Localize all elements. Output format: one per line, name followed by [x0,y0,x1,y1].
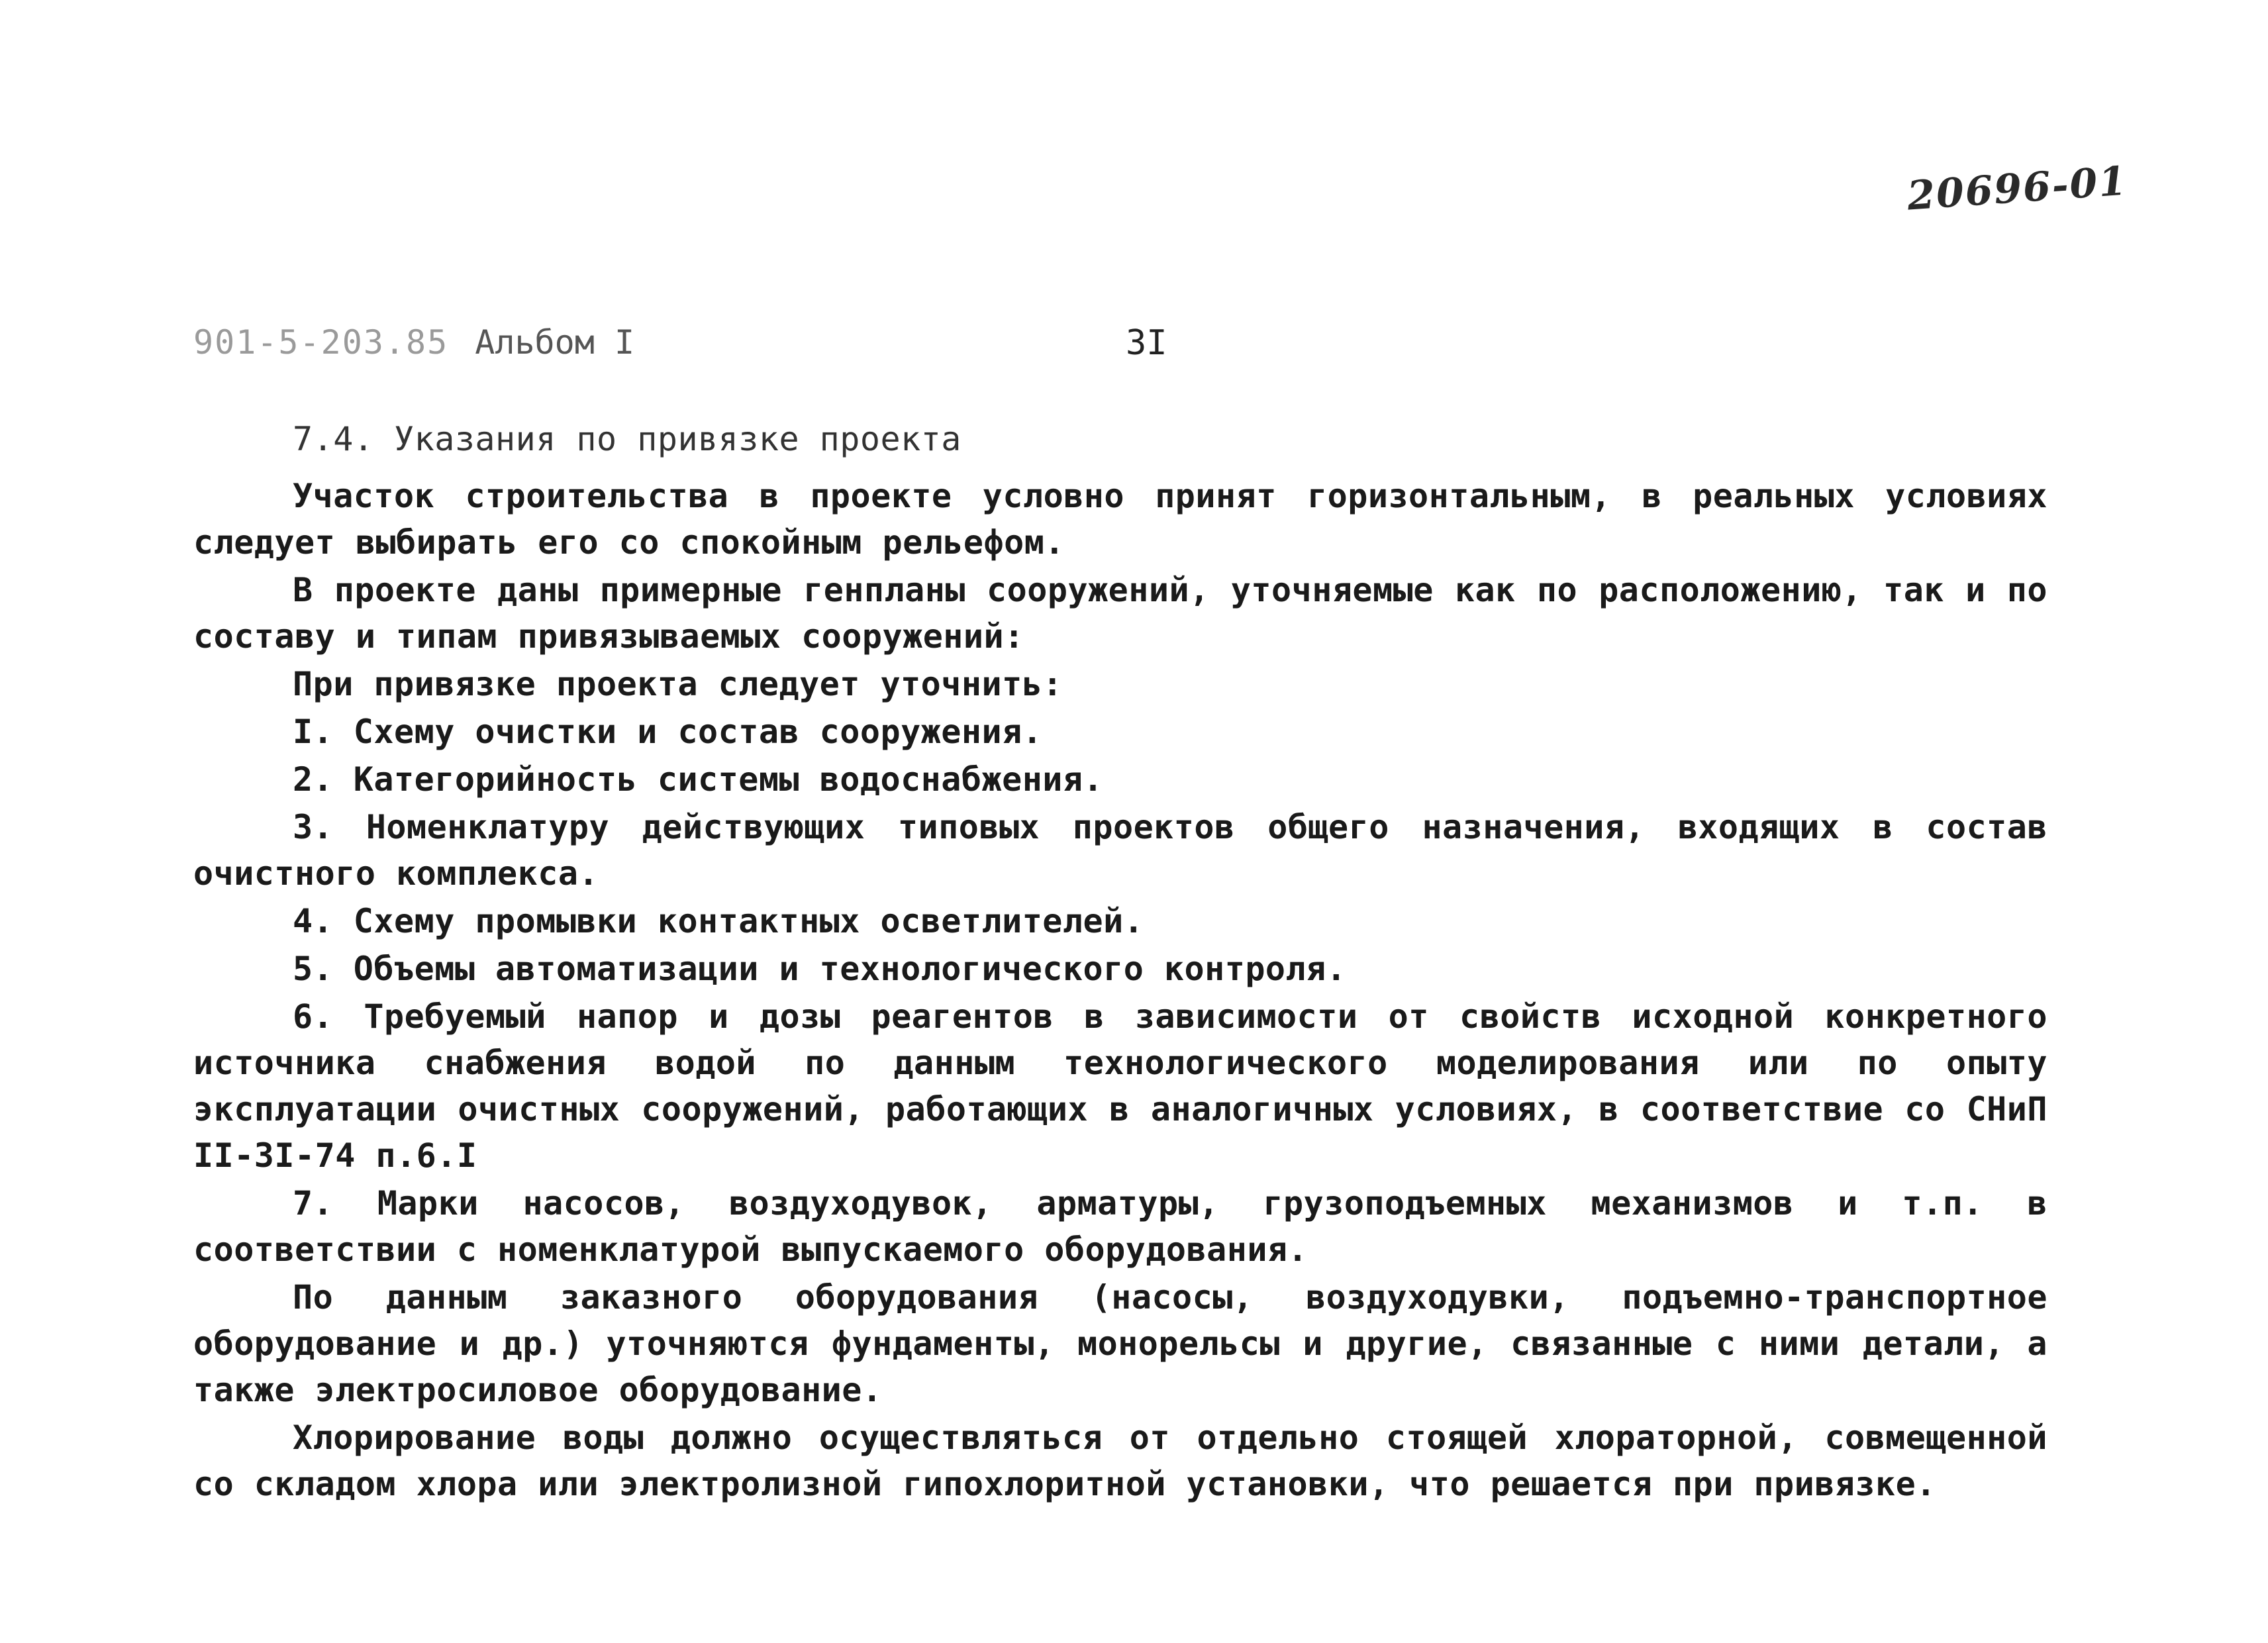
paragraph-clarify-intro: При привязке проекта следует уточнить: [293,665,1063,703]
document-body [193,416,2047,1509]
list-item: I. Схему очистки и состав сооружения. [293,713,1043,751]
list-item: 2. Категорийность системы водоснабжения. [293,760,1104,799]
document-code: 901-5-203.85 [193,323,449,362]
list-item: 3. Номенклатуру действующих типовых проектов общего назначения, входящих в состав очистного комплекса. [193,808,2047,893]
section-heading: 7.4. Указания по привязке проекта [293,420,961,458]
list-item: 4. Схему промывки контактных осветлителей. [293,902,1144,940]
paragraph-general-plans: В проекте даны примерные генпланы сооружений, уточняемые как по расположению, так и по составу и типам привязываемых сооружений: [193,571,2047,656]
list-item: 7. Марки насосов, воздуходувок, арматуры, грузоподъемных механизмов и т.п. в соответствии с номенклатурой выпускаемого оборудования. [193,1184,2047,1269]
album-label: Альбом I [475,323,635,362]
page-number: 3I [1126,323,1167,363]
handwritten-archive-number: 20696-01 [1905,158,2130,220]
list-item: 6. Требуемый напор и дозы реагентов в зависимости от свойств исходной конкретного источника снабжения водой по данным технологического моделирования или по опыту эксплуатации очистных сооружений, работающих в аналогичных условиях, в соответствие со СНиП II-3I-74 п.6.I [193,997,2047,1175]
paragraph-chlorination: Хлорирование воды должно осуществляться от отдельно стоящей хлораторной, совмещенной со складом хлора или электролизной гипохлоритной установки, что решается при привязке. [193,1419,2047,1503]
document-header [193,323,634,362]
paragraph-site-terrain: Участок строительства в проекте условно принят горизонтальным, в реальных условиях следует выбирать его со спокойным рельефом. [193,477,2047,562]
list-item: 5. Объемы автоматизации и технологического контроля. [293,950,1347,988]
paragraph-ordered-equipment: По данным заказного оборудования (насосы, воздуходувки, подъемно-транспортное оборудование и др.) уточняются фундаменты, монорельсы и другие, связанные с ними детали, а также электросиловое оборудование. [193,1278,2047,1409]
